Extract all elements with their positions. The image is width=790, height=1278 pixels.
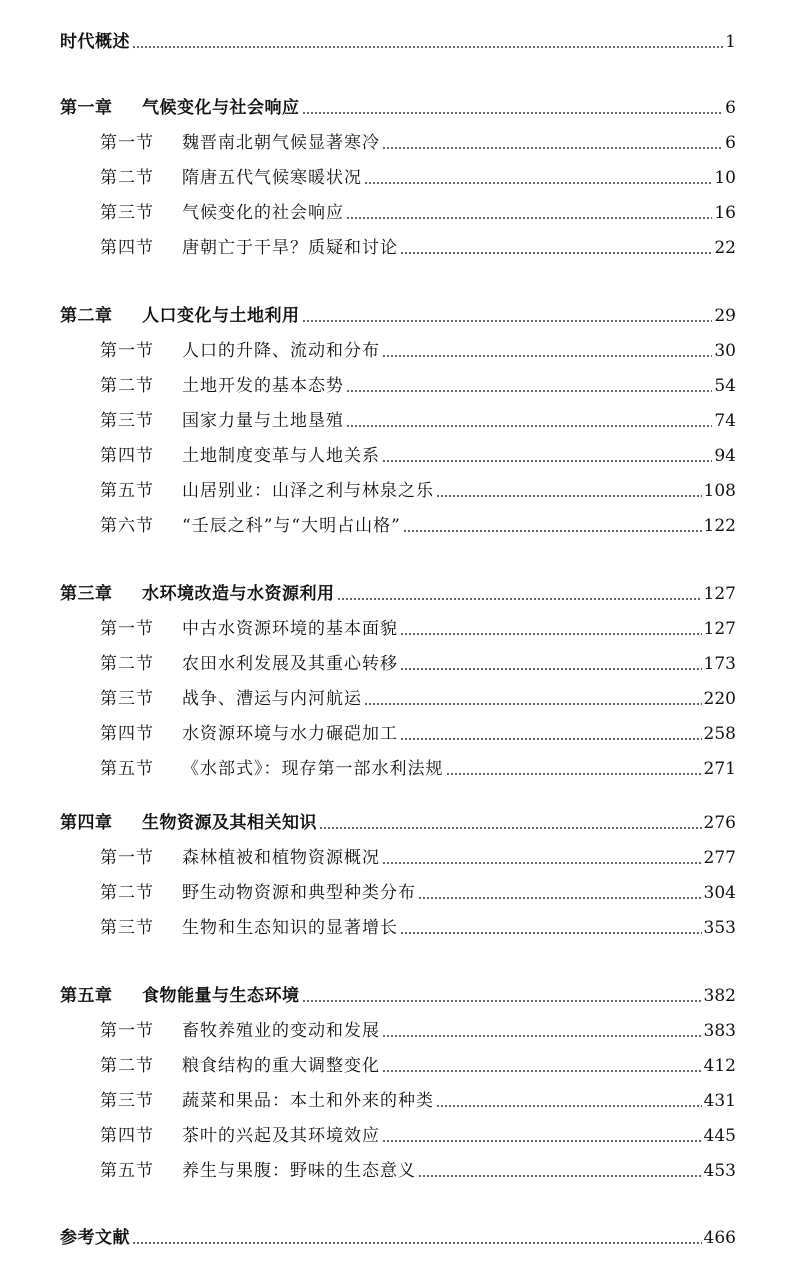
dot-leader (346, 390, 712, 392)
toc-page-number: 173 (703, 654, 736, 674)
toc-entry-label (100, 848, 380, 868)
toc-page-number: 431 (703, 1091, 736, 1111)
toc-entry-label (100, 133, 380, 153)
toc-section-entry (100, 403, 736, 431)
toc-page-number: 6 (725, 98, 736, 118)
toc-entry-title: 山居别业：山泽之利与林泉之乐 (182, 481, 434, 501)
toc-entry-title: 野生动物资源和典型种类分布 (182, 883, 416, 903)
toc-entry-number: 第五章 (60, 986, 113, 1006)
toc-page-number: 258 (703, 724, 736, 744)
toc-entry-title: 蔬菜和果品：本土和外来的种类 (182, 1091, 434, 1111)
toc-section-entry (100, 751, 736, 779)
toc-entry-label (100, 619, 398, 639)
toc-entry-label (100, 238, 398, 258)
toc-chapter-entry (60, 298, 736, 326)
dot-leader (302, 1000, 702, 1002)
dot-leader (382, 862, 702, 864)
toc-page-number: 276 (703, 813, 736, 833)
toc-section-entry (100, 611, 736, 639)
dot-leader (400, 738, 702, 740)
toc-section-entry (100, 473, 736, 501)
toc-entry-title: 食物能量与生态环境 (142, 986, 300, 1006)
toc-entry-title: 养生与果腹：野味的生态意义 (182, 1161, 416, 1181)
toc-page-number: 382 (703, 986, 736, 1006)
toc-entry-title: 战争、漕运与内河航运 (182, 689, 362, 709)
toc-entry-number: 第五节 (100, 1161, 154, 1181)
toc-chapter-entry (60, 576, 736, 604)
toc-entry-title: 隋唐五代气候寒暖状况 (182, 168, 362, 188)
toc-entry-title: 水资源环境与水力碾硙加工 (182, 724, 398, 744)
toc-page-number: 30 (714, 341, 736, 361)
toc-entry-label (100, 654, 398, 674)
toc-entry-title: 水环境改造与水资源利用 (142, 584, 335, 604)
toc-entry-title: 气候变化的社会响应 (182, 203, 344, 223)
toc-entry-title: 农田水利发展及其重心转移 (182, 654, 398, 674)
toc-section-entry (100, 840, 736, 868)
toc-entry-title: 土地制度变革与人地关系 (182, 446, 380, 466)
toc-entry-label (100, 203, 344, 223)
toc-entry-number: 第二节 (100, 654, 154, 674)
dot-leader (403, 530, 702, 532)
dot-leader (382, 1070, 702, 1072)
toc-entry-label (100, 1021, 380, 1041)
toc-section-entry (100, 125, 736, 153)
toc-entry-title: 生物资源及其相关知识 (142, 813, 317, 833)
toc-entry-title: 畜牧养殖业的变动和发展 (182, 1021, 380, 1041)
toc-section-entry (100, 681, 736, 709)
toc-entry-label (100, 1091, 434, 1111)
toc-page-number: 220 (703, 689, 736, 709)
toc-entry-title: 唐朝亡于干旱？质疑和讨论 (182, 238, 398, 258)
dot-leader (382, 355, 712, 357)
toc-entry-label (60, 1228, 130, 1248)
toc-entry-label (60, 306, 300, 326)
toc-entry-number: 第三节 (100, 1091, 154, 1111)
toc-entry-label (100, 446, 380, 466)
dot-leader (400, 932, 702, 934)
dot-leader (132, 1242, 702, 1244)
toc-entry-label (60, 813, 317, 833)
toc-entry-label (100, 918, 398, 938)
toc-page-number: 29 (714, 306, 736, 326)
toc-entry-label (100, 1126, 380, 1146)
toc-page-number: 127 (703, 584, 736, 604)
toc-entry-title: 中古水资源环境的基本面貌 (182, 619, 398, 639)
toc-entry-title: 魏晋南北朝气候显著寒冷 (182, 133, 380, 153)
toc-chapter-entry (60, 90, 736, 118)
toc-page-number: 6 (725, 133, 736, 153)
dot-leader (319, 827, 702, 829)
dot-leader (446, 773, 702, 775)
toc-entry-label (100, 883, 416, 903)
toc-page-number: 16 (714, 203, 736, 223)
toc-entry-number: 第六节 (100, 516, 154, 536)
toc-entry-title: 气候变化与社会响应 (142, 98, 300, 118)
toc-page-number: 445 (703, 1126, 736, 1146)
toc-entry-title: 生物和生态知识的显著增长 (182, 918, 398, 938)
toc-entry-label (100, 724, 398, 744)
toc-entry-label (100, 481, 434, 501)
toc-entry-label (60, 986, 300, 1006)
toc-page-number: 122 (703, 516, 736, 536)
toc-section-entry (100, 1048, 736, 1076)
toc-section-entry (100, 1013, 736, 1041)
toc-section-entry (100, 230, 736, 258)
toc-entry-number: 第一节 (100, 619, 154, 639)
toc-entry-number: 第二节 (100, 168, 154, 188)
toc-page-number: 353 (703, 918, 736, 938)
dot-leader (346, 425, 712, 427)
toc-section-entry (100, 368, 736, 396)
toc-page-number: 127 (703, 619, 736, 639)
toc-entry-number: 第一节 (100, 1021, 154, 1041)
toc-entry-number: 第二节 (100, 883, 154, 903)
toc-entry-label (100, 1161, 416, 1181)
toc-chapter-entry (60, 805, 736, 833)
toc-entry-title: “壬辰之科”与“大明占山格” (182, 516, 401, 536)
toc-entry-number: 第三节 (100, 411, 154, 431)
dot-leader (346, 217, 712, 219)
toc-entry-title: 茶叶的兴起及其环境效应 (182, 1126, 380, 1146)
toc-page-number: 22 (714, 238, 736, 258)
toc-page-number: 54 (714, 376, 736, 396)
dot-leader (436, 1105, 702, 1107)
toc-entry-number: 第一节 (100, 848, 154, 868)
toc-entry-title: 参考文献 (60, 1228, 130, 1248)
toc-page-number: 94 (714, 446, 736, 466)
toc-page-number: 108 (703, 481, 736, 501)
toc-entry-number: 第一章 (60, 98, 113, 118)
toc-page-number: 277 (703, 848, 736, 868)
toc-page-number: 10 (714, 168, 736, 188)
toc-section-entry (100, 160, 736, 188)
toc-entry-label (60, 584, 335, 604)
dot-leader (400, 252, 712, 254)
toc-entry-number: 第四节 (100, 446, 154, 466)
toc-entry-number: 第二章 (60, 306, 113, 326)
toc-entry-label (100, 411, 344, 431)
toc-chapter-entry (60, 978, 736, 1006)
toc-section-entry (100, 195, 736, 223)
toc-entry-number: 第三章 (60, 584, 113, 604)
toc-section-entry (100, 508, 736, 536)
toc-entry-number: 第五节 (100, 481, 154, 501)
toc-entry-label (100, 341, 380, 361)
toc-entry-title: 人口变化与土地利用 (142, 306, 300, 326)
toc-entry-number: 第四节 (100, 1126, 154, 1146)
toc-page-number: 412 (703, 1056, 736, 1076)
toc-entry-number: 第三节 (100, 203, 154, 223)
toc-entry-title: 土地开发的基本态势 (182, 376, 344, 396)
toc-section-entry (100, 646, 736, 674)
toc-entry-label (100, 759, 444, 779)
toc-entry-title: 森林植被和植物资源概况 (182, 848, 380, 868)
dot-leader (337, 598, 702, 600)
toc-page-number: 74 (714, 411, 736, 431)
dot-leader (302, 320, 713, 322)
toc-page-number: 466 (703, 1228, 736, 1248)
toc-entry-title: 人口的升降、流动和分布 (182, 341, 380, 361)
toc-page-number: 453 (703, 1161, 736, 1181)
dot-leader (364, 703, 702, 705)
dot-leader (382, 1035, 702, 1037)
toc-entry-title: 粮食结构的重大调整变化 (182, 1056, 380, 1076)
toc-section-entry (100, 333, 736, 361)
toc-entry-title: 时代概述 (60, 32, 130, 52)
toc-section-entry (100, 875, 736, 903)
toc-entry-number: 第四节 (100, 238, 154, 258)
dot-leader (364, 182, 712, 184)
toc-entry-label (100, 1056, 380, 1076)
toc-section-entry (100, 1153, 736, 1181)
toc-page-number: 383 (703, 1021, 736, 1041)
dot-leader (382, 1140, 702, 1142)
dot-leader (418, 897, 702, 899)
toc-entry-label (100, 516, 401, 536)
toc-entry-number: 第二节 (100, 1056, 154, 1076)
toc-chapter-entry (60, 1220, 736, 1248)
dot-leader (302, 112, 724, 114)
toc-entry-number: 第一节 (100, 341, 154, 361)
toc-entry-label (60, 32, 130, 52)
toc-section-entry (100, 716, 736, 744)
toc-entry-label (60, 98, 300, 118)
toc-section-entry (100, 1083, 736, 1111)
toc-entry-label (100, 376, 344, 396)
dot-leader (382, 460, 712, 462)
toc-chapter-entry (60, 24, 736, 52)
toc-page-number: 271 (703, 759, 736, 779)
toc-entry-label (100, 689, 362, 709)
toc-entry-label (100, 168, 362, 188)
dot-leader (436, 495, 702, 497)
dot-leader (400, 668, 702, 670)
toc-entry-number: 第三节 (100, 918, 154, 938)
dot-leader (382, 147, 723, 149)
toc-entry-title: 《水部式》：现存第一部水利法规 (182, 759, 444, 779)
toc-entry-number: 第二节 (100, 376, 154, 396)
toc-section-entry (100, 1118, 736, 1146)
toc-entry-number: 第四章 (60, 813, 113, 833)
toc-entry-title: 国家力量与土地垦殖 (182, 411, 344, 431)
dot-leader (132, 46, 723, 48)
toc-page-number: 1 (725, 32, 736, 52)
toc-section-entry (100, 910, 736, 938)
toc-section-entry (100, 438, 736, 466)
toc-entry-number: 第四节 (100, 724, 154, 744)
toc-entry-number: 第五节 (100, 759, 154, 779)
dot-leader (400, 633, 702, 635)
dot-leader (418, 1175, 702, 1177)
toc-entry-number: 第一节 (100, 133, 154, 153)
toc-entry-number: 第三节 (100, 689, 154, 709)
toc-page-number: 304 (703, 883, 736, 903)
